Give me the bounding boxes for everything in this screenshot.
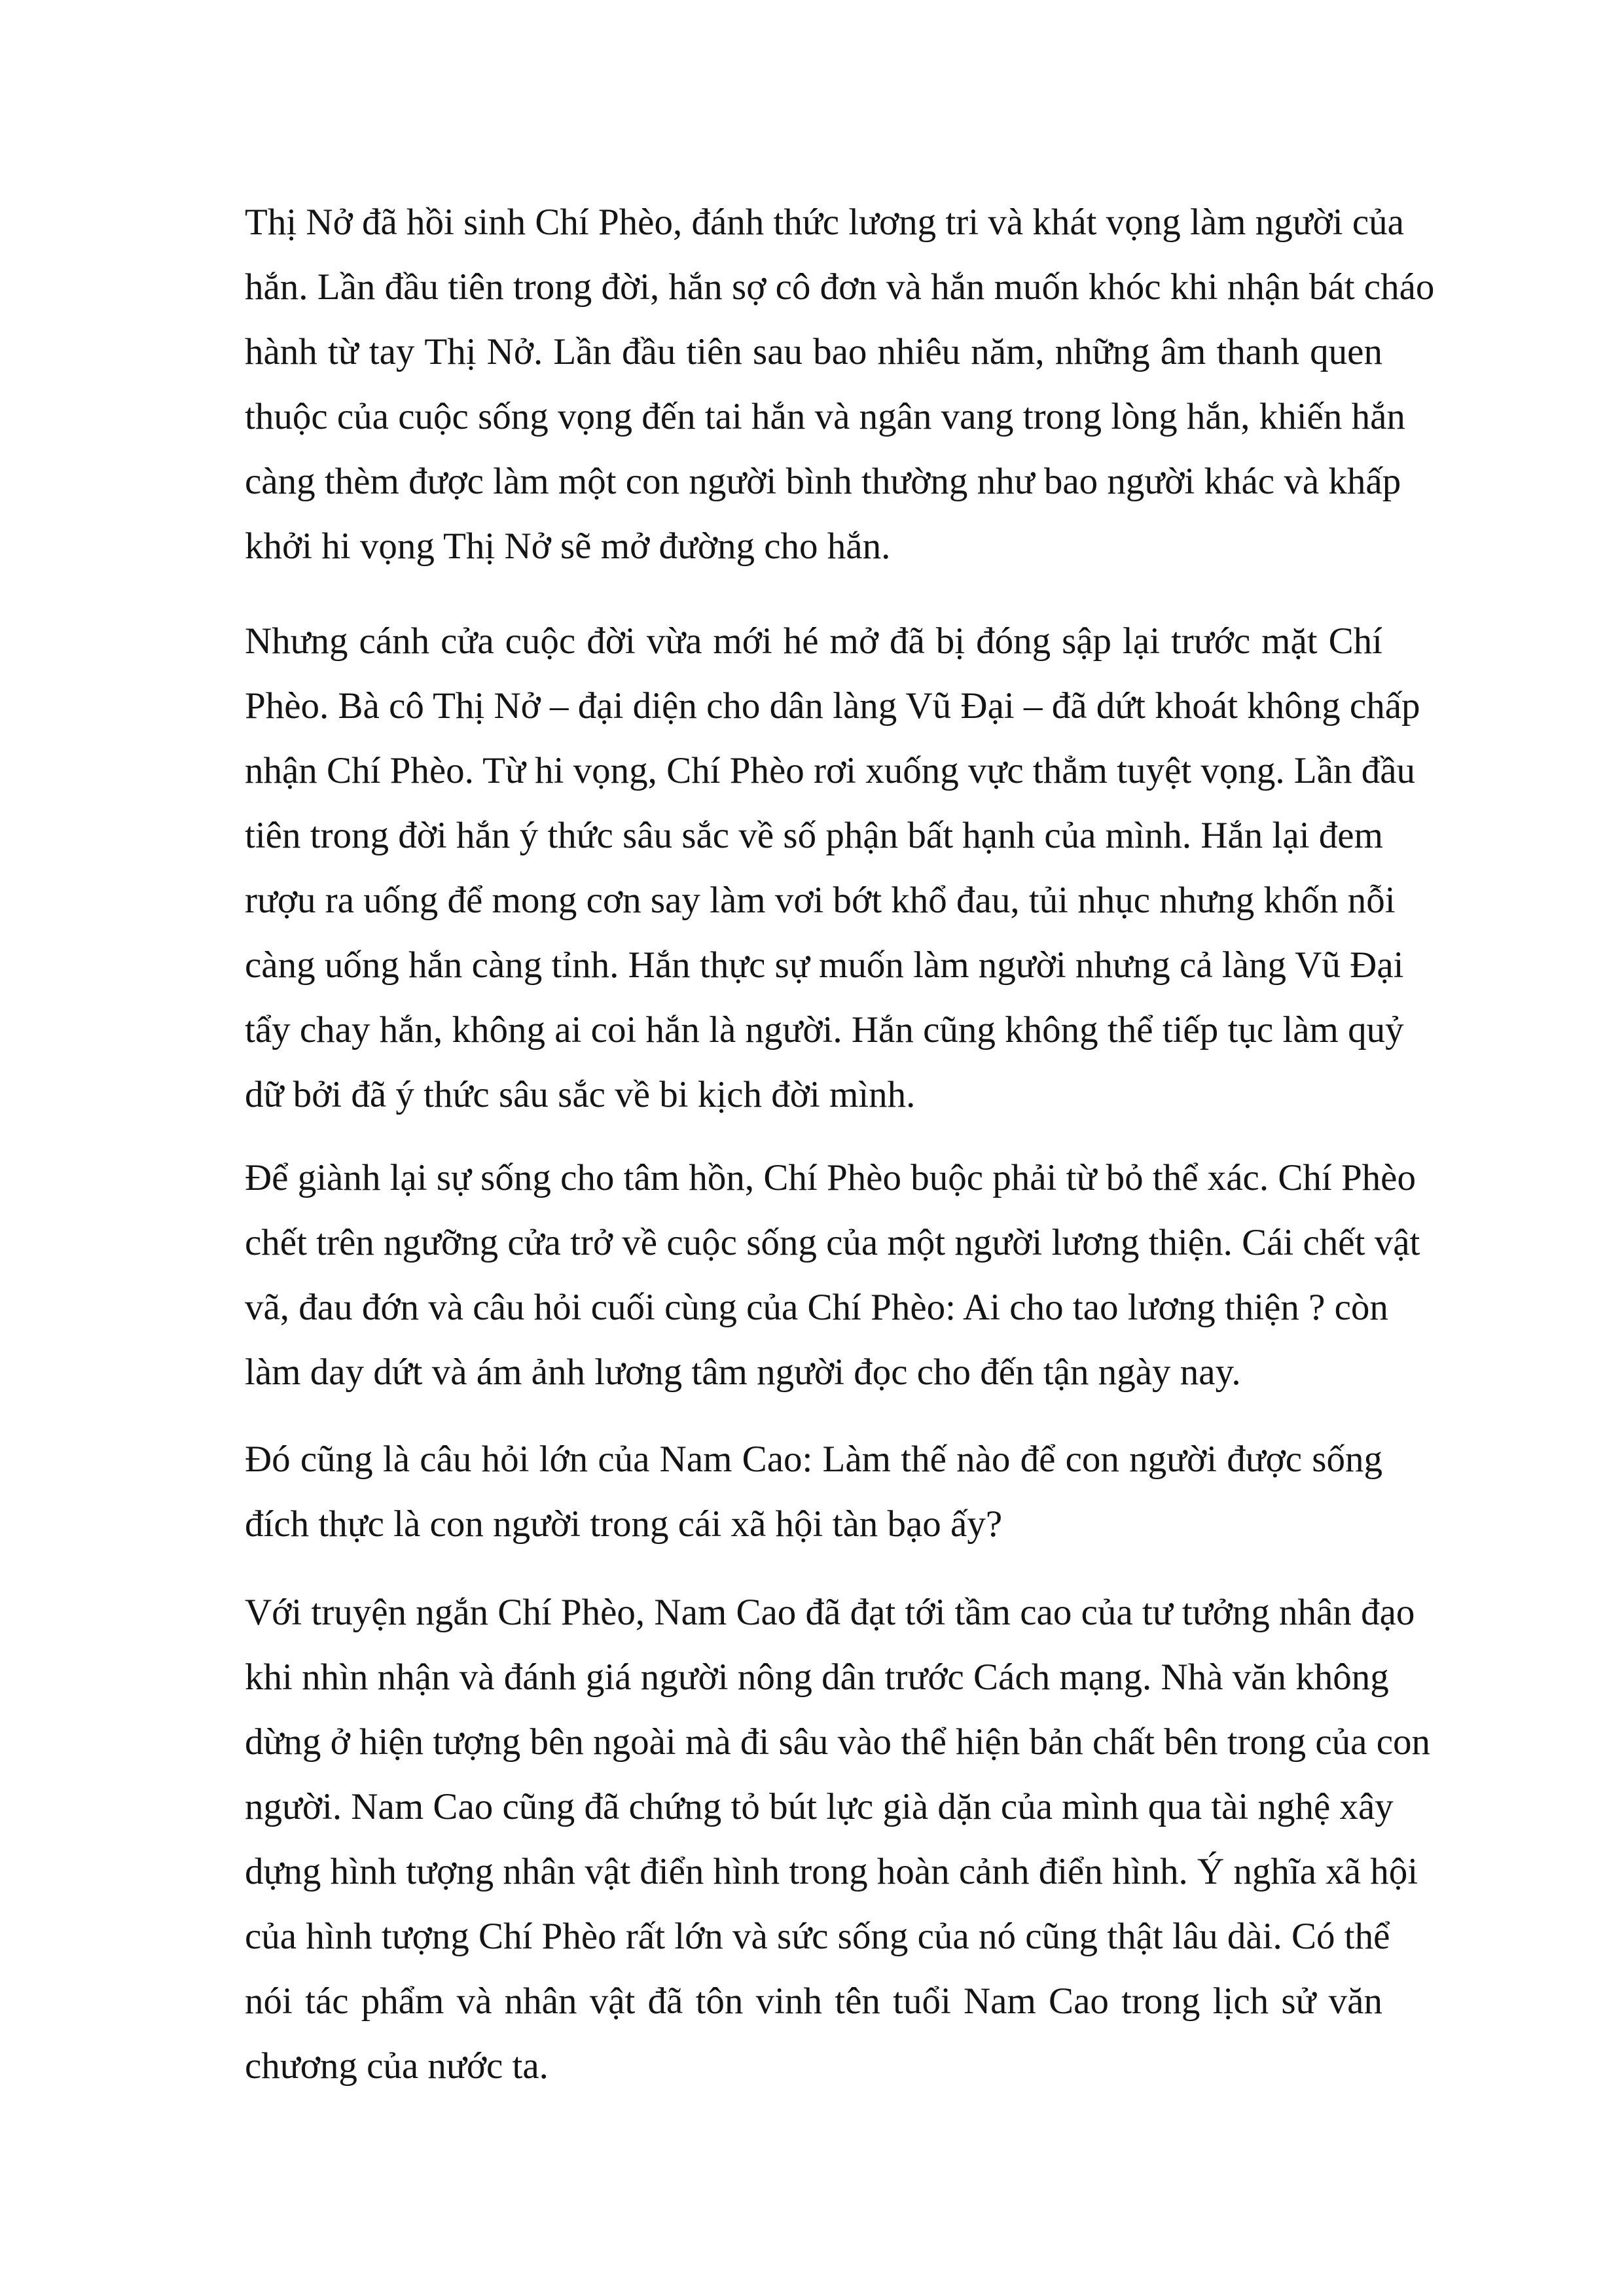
paragraph-line: nói tác phẩm và nhân vật đã tôn vinh tên tuổi Nam Cao trong lịch sử văn bbox=[245, 1981, 1382, 2022]
paragraph-line: vã, đau đớn và câu hỏi cuối cùng của Chí Phèo: Ai cho tao lương thiện ? còn bbox=[245, 1287, 1388, 1328]
paragraph-line: khi nhìn nhận và đánh giá người nông dân trước Cách mạng. Nhà văn không bbox=[245, 1657, 1389, 1698]
paragraph-5 bbox=[245, 1580, 1431, 2098]
paragraph-line: dựng hình tượng nhân vật điển hình trong hoàn cảnh điển hình. Ý nghĩa xã hội bbox=[245, 1851, 1418, 1892]
paragraph-line: hắn. Lần đầu tiên trong đời, hắn sợ cô đơn và hắn muốn khóc khi nhận bát cháo bbox=[245, 266, 1435, 308]
paragraph-line: chương của nước ta. bbox=[245, 2045, 549, 2087]
paragraph-line: dữ bởi đã ý thức sâu sắc về bi kịch đời mình. bbox=[245, 1074, 916, 1115]
paragraph-line: Phèo. Bà cô Thị Nở – đại diện cho dân làng Vũ Đại – đã dứt khoát không chấp bbox=[245, 685, 1420, 726]
paragraph-line: hành từ tay Thị Nở. Lần đầu tiên sau bao nhiêu năm, những âm thanh quen bbox=[245, 331, 1382, 372]
paragraph-line: thuộc của cuộc sống vọng đến tai hắn và ngân vang trong lòng hắn, khiến hắn bbox=[245, 396, 1405, 437]
paragraph-3 bbox=[245, 1145, 1420, 1405]
paragraph-line: của hình tượng Chí Phèo rất lớn và sức sống của nó cũng thật lâu dài. Có thể bbox=[245, 1916, 1390, 1957]
paragraph-line: Nhưng cánh cửa cuộc đời vừa mới hé mở đã bị đóng sập lại trước mặt Chí bbox=[245, 620, 1382, 662]
paragraph-line: càng thèm được làm một con người bình thường như bao người khác và khấp bbox=[245, 461, 1401, 502]
paragraph-line: đích thực là con người trong cái xã hội tàn bạo ấy? bbox=[245, 1503, 1003, 1545]
paragraph-line: càng uống hắn càng tỉnh. Hắn thực sự muốn làm người nhưng cả làng Vũ Đại bbox=[245, 944, 1404, 986]
paragraph-line: nhận Chí Phèo. Từ hi vọng, Chí Phèo rơi xuống vực thẳm tuyệt vọng. Lần đầu bbox=[245, 750, 1416, 791]
paragraph-line: khởi hi vọng Thị Nở sẽ mở đường cho hắn. bbox=[245, 526, 891, 567]
paragraph-line: rượu ra uống để mong cơn say làm vơi bớt khổ đau, tủi nhục nhưng khốn nỗi bbox=[245, 880, 1396, 921]
paragraph-line: dừng ở hiện tượng bên ngoài mà đi sâu vào thể hiện bản chất bên trong của con bbox=[245, 1721, 1431, 1763]
paragraph-4 bbox=[245, 1427, 1382, 1556]
paragraph-1 bbox=[245, 190, 1435, 579]
paragraph-line: chết trên ngưỡng cửa trở về cuộc sống của một người lương thiện. Cái chết vật bbox=[245, 1222, 1420, 1263]
paragraph-line: Để giành lại sự sống cho tâm hồn, Chí Phèo buộc phải từ bỏ thể xác. Chí Phèo bbox=[245, 1157, 1416, 1198]
paragraph-line: làm day dứt và ám ảnh lương tâm người đọc cho đến tận ngày nay. bbox=[245, 1352, 1241, 1393]
paragraph-line: tiên trong đời hắn ý thức sâu sắc về số phận bất hạnh của mình. Hắn lại đem bbox=[245, 815, 1383, 856]
paragraph-line: Thị Nở đã hồi sinh Chí Phèo, đánh thức lương tri và khát vọng làm người của bbox=[245, 202, 1404, 243]
paragraph-line: người. Nam Cao cũng đã chứng tỏ bút lực già dặn của mình qua tài nghệ xây bbox=[245, 1786, 1394, 1827]
paragraph-line: Với truyện ngắn Chí Phèo, Nam Cao đã đạt tới tầm cao của tư tưởng nhân đạo bbox=[245, 1592, 1415, 1633]
paragraph-line: Đó cũng là câu hỏi lớn của Nam Cao: Làm thế nào để con người được sống bbox=[245, 1439, 1382, 1480]
paragraph-2 bbox=[245, 609, 1420, 1127]
paragraph-line: tẩy chay hắn, không ai coi hắn là người. Hắn cũng không thể tiếp tục làm quỷ bbox=[245, 1009, 1404, 1050]
